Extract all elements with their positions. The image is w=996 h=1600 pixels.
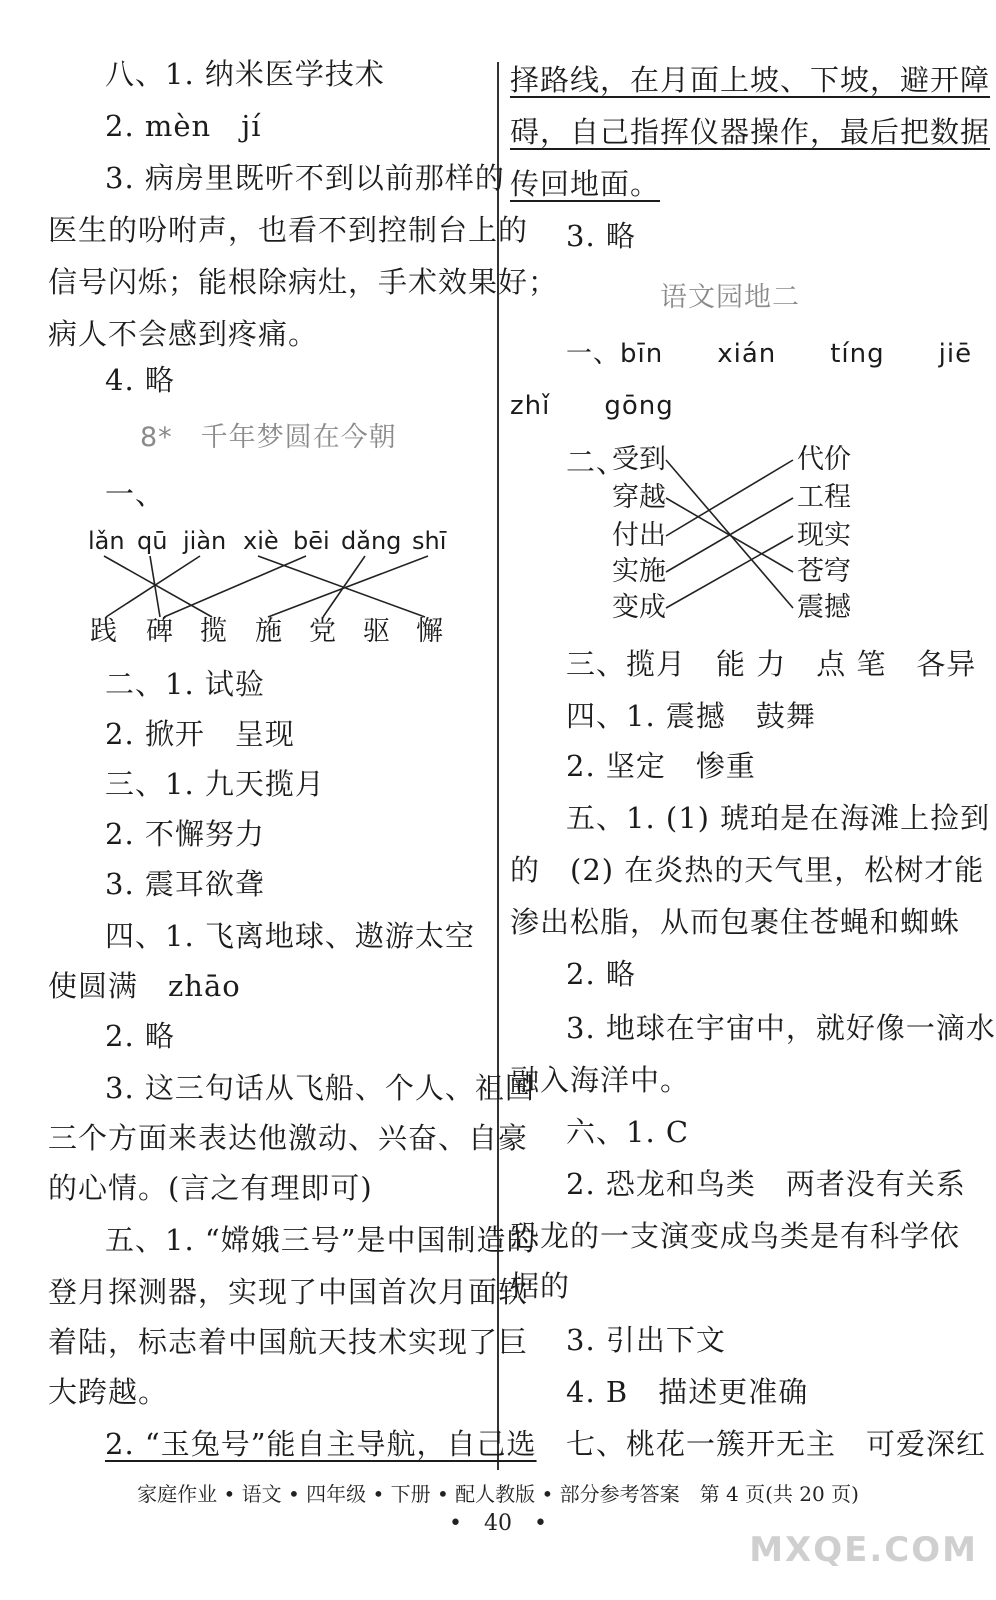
match-left-item: 变成: [612, 592, 666, 623]
answer-line: 碍，自己指挥仪器操作，最后把数据: [510, 115, 991, 149]
answer-line: 五、1. “嫦娥三号”是中国制造的: [105, 1223, 537, 1257]
answer-line: 4. 略: [105, 363, 175, 397]
answer-line: 4. B 描述更准确: [566, 1375, 809, 1409]
page-number: • 40 •: [449, 1511, 547, 1536]
answer-line: 信号闪烁；能根除病灶，手术效果好；: [48, 265, 559, 299]
answer-line: 三个方面来表达他激动、兴奋、自豪: [48, 1121, 529, 1155]
hanzi-item: 揽: [200, 616, 227, 647]
answer-line: 2. 不懈努力: [105, 817, 265, 851]
answer-line: 二、1. 试验: [105, 667, 265, 701]
answer-line: 医生的吩咐声，也看不到控制台上的: [48, 213, 529, 247]
match-right-item: 工程: [797, 482, 851, 513]
match-right-item: 代价: [797, 444, 851, 475]
section-title: 8* 千年梦圆在今朝: [140, 422, 397, 453]
match-left-item: 穿越: [612, 482, 666, 513]
answer-line: 3. 病房里既听不到以前那样的: [105, 161, 505, 195]
match-line: [666, 460, 793, 608]
match-left-item: 实施: [612, 556, 666, 587]
pinyin-item: xiè: [243, 527, 279, 555]
match-line: [106, 556, 200, 617]
pinyin-item: shī: [412, 527, 447, 555]
pinyin-item: dǎng: [341, 527, 402, 555]
answer-line: 六、1. C: [566, 1115, 690, 1149]
hanzi-item: 懈: [416, 616, 443, 647]
match-line: [164, 556, 306, 617]
match-right-item: 现实: [797, 520, 851, 551]
answer-line: 登月探测器，实现了中国首次月面软: [48, 1275, 529, 1309]
hanzi-item: 碑: [146, 616, 173, 647]
answer-line: 三、1. 九天揽月: [105, 767, 325, 801]
match-line: [666, 498, 793, 572]
answer-line: 融入海洋中。: [510, 1063, 691, 1097]
answer-line: 2. 略: [105, 1019, 175, 1053]
match-line: [150, 556, 160, 617]
answer-line: 四、1. 震撼 鼓舞: [566, 699, 816, 733]
match-line: [666, 498, 793, 572]
hanzi-item: 驱: [363, 616, 390, 647]
match-left-item: 付出: [612, 520, 666, 551]
answer-line: 3. 略: [566, 219, 636, 253]
answer-line: 八、1. 纳米医学技术: [105, 57, 385, 91]
section-title: 语文园地二: [660, 282, 800, 313]
match-left-item: 受到: [612, 444, 666, 475]
answer-line: 着陆，标志着中国航天技术实现了巨: [48, 1325, 529, 1359]
answer-line: 3. 这三句话从飞船、个人、祖国: [105, 1071, 535, 1105]
match-line: [323, 556, 365, 617]
answer-line: 2. “玉兔号”能自主导航，自己选: [105, 1427, 537, 1461]
answer-line: 3. 引出下文: [566, 1323, 726, 1357]
pinyin-item: jiàn: [183, 527, 227, 555]
answer-line: 的 (2) 在炎热的天气里，松树才能: [510, 853, 985, 887]
answer-line: 2. 略: [566, 957, 636, 991]
answer-line: 2. 坚定 惨重: [566, 749, 756, 783]
answer-line: 二、: [566, 445, 627, 479]
answer-line: 传回地面。: [510, 167, 661, 201]
match-line: [666, 460, 793, 536]
answer-line: 3. 地球在宇宙中，就好像一滴水: [566, 1011, 996, 1045]
answer-line: zhǐ gōng: [510, 391, 674, 421]
answer-line: 三、揽月 能 力 点 笔 各异: [566, 647, 977, 681]
hanzi-item: 党: [309, 616, 336, 647]
match-right-item: 震撼: [797, 592, 851, 623]
hanzi-item: 施: [255, 616, 282, 647]
match-right-item: 苍穹: [797, 556, 851, 587]
hanzi-item: 践: [90, 616, 117, 647]
answer-line: 的心情。(言之有理即可): [48, 1171, 373, 1205]
pinyin-item: bēi: [293, 527, 330, 555]
pinyin-item: qū: [137, 527, 168, 555]
watermark: MXQE.COM: [749, 1530, 978, 1570]
answer-line: 四、1. 飞离地球、遨游太空: [105, 919, 475, 953]
answer-line: 2. mèn jí: [105, 109, 262, 143]
match-line: [258, 556, 425, 617]
answer-line: 五、1. (1) 琥珀是在海滩上捡到: [566, 801, 991, 835]
match-line: [268, 556, 428, 617]
answer-line: 七、桃花一簇开无主 可爱深红: [566, 1427, 987, 1461]
answer-line: 一、bīn xián tíng jiē: [566, 339, 973, 369]
answer-line: 渗出松脂，从而包裹住苍蝇和蜘蛛: [510, 905, 961, 939]
answer-line: 使圆满 zhāo: [48, 969, 241, 1003]
pinyin-item: lǎn: [88, 527, 125, 555]
answer-line: 3. 震耳欲聋: [105, 867, 265, 901]
answer-line: 2. 掀开 呈现: [105, 717, 295, 751]
answer-line: 恐龙的一支演变成鸟类是有科学依: [510, 1219, 961, 1253]
page-footer: 家庭作业 • 语文 • 四年级 • 下册 • 配人教版 • 部分参考答案 第 4 页(共 20 页): [137, 1482, 859, 1506]
answer-line: 大跨越。: [48, 1375, 169, 1409]
answer-line: 据的: [510, 1269, 571, 1303]
answer-line: 病人不会感到疼痛。: [48, 317, 319, 351]
match-line: [666, 536, 793, 608]
answer-line: 2. 恐龙和鸟类 两者没有关系: [566, 1167, 966, 1201]
answer-line: 择路线，在月面上坡、下坡，避开障: [510, 63, 991, 97]
match-line: [104, 556, 212, 617]
answer-line: 一、: [105, 477, 166, 511]
